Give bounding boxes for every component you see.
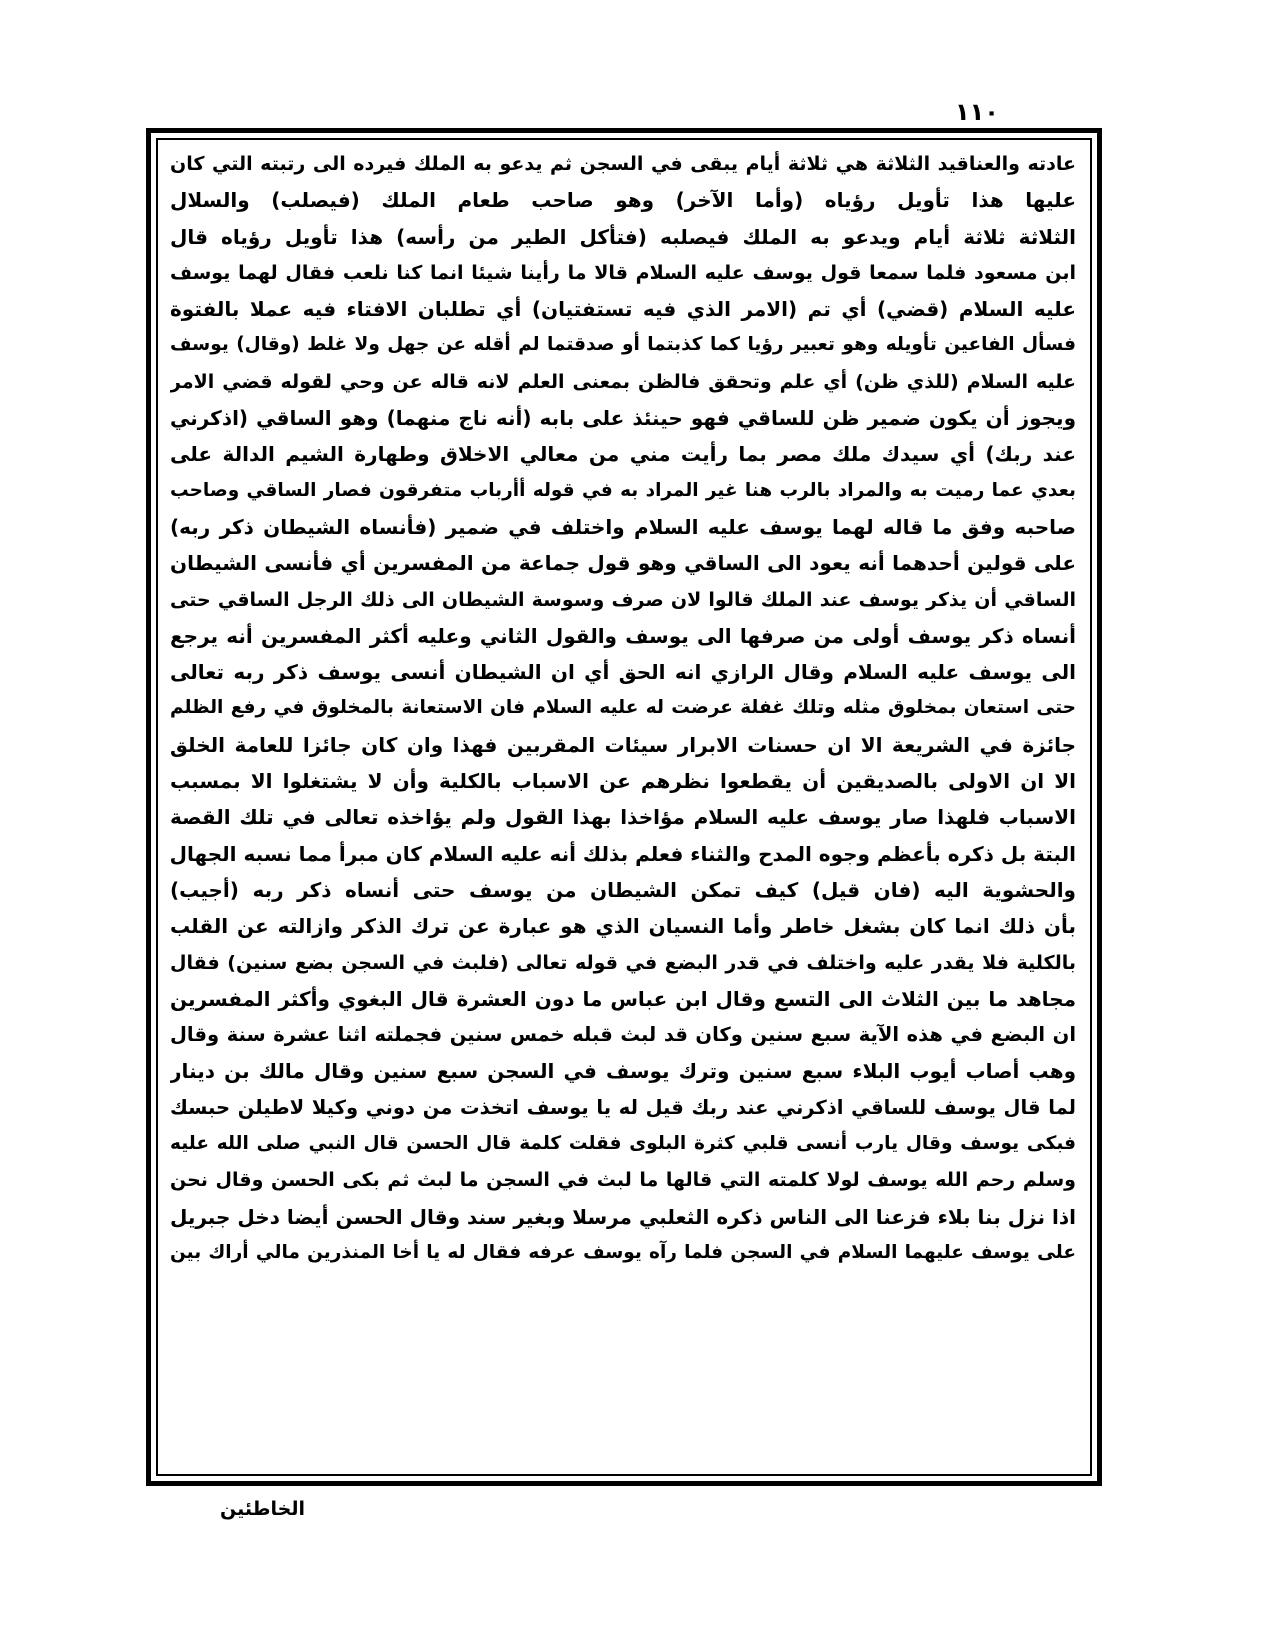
text-line: والحشوية اليه (فان قيل) كيف تمكن الشيطان من يوسف حتى أنساه ذكر ربه (أجيب) bbox=[170, 877, 1076, 902]
text-line: جائزة في الشريعة الا ان حسنات الابرار سيئات المقربين فهذا وان كان جائزا للعامة الخلق bbox=[170, 732, 1076, 757]
text-line: على قولين أحدهما أنه يعود الى الساقي وهو قول جماعة من المفسرين أي فأنسى الشيطان bbox=[170, 551, 1076, 576]
text-line: صاحبه وفق ما قاله لهما يوسف عليه السلام واختلف في ضمير (فأنساه الشيطان ذكر ربه) bbox=[170, 514, 1076, 539]
text-line: مجاهد ما بين الثلاث الى التسع وقال ابن عباس ما دون العشرة قال البغوي وأكثر المفسرين bbox=[170, 986, 1076, 1011]
text-line: لما قال يوسف للساقي اذكرني عند ربك قيل له يا يوسف اتخذت من دوني وكيلا لاطيلن حبسك bbox=[170, 1095, 1076, 1119]
text-line: الا ان الاولى بالصديقين أن يقطعوا نظرهم عن الاسباب بالكلية وأن لا يشتغلوا الا بمسبب bbox=[170, 769, 1076, 794]
text-line: الى يوسف عليه السلام وقال الرازي انه الحق أي ان الشيطان أنسى يوسف ذكر ربه تعالى bbox=[170, 660, 1076, 685]
text-line: وهب أصاب أيوب البلاء سبع سنين وترك يوسف في السجن سبع سنين وقال مالك بن دينار bbox=[170, 1059, 1076, 1084]
text-line: ويجوز أن يكون ضمير ظن للساقي فهو حينئذ على بابه (أنه ناج منهما) وهو الساقي (اذكرني bbox=[170, 406, 1076, 431]
text-line: بأن ذلك انما كان بشغل خاطر وأما النسيان الذي هو عبارة عن ترك الذكر وازالته عن القلب bbox=[170, 914, 1076, 939]
text-line: عند ربك) أي سيدك ملك مصر بما رأيت مني من معالي الاخلاق وطهارة الشيم الدالة على bbox=[170, 442, 1076, 467]
text-line: عليه السلام (قضي) أي تم (الامر الذي فيه تستفتيان) أي تطلبان الافتاء فيه عملا بالفتوة bbox=[170, 297, 1076, 322]
text-line: فبكى يوسف وقال يارب أنسى قلبي كثرة البلوى فقلت كلمة قال الحسن قال النبي صلى الله عليه bbox=[170, 1133, 1076, 1155]
text-line: بالكلية فلا يقدر عليه واختلف في قدر البضع في قوله تعالى (فلبث في السجن بضع سنين) فقال bbox=[170, 951, 1076, 974]
text-line: على يوسف عليهما السلام في السجن فلما رآه يوسف عرفه فقال له يا أخا المنذرين مالي أراك بين bbox=[170, 1241, 1076, 1263]
text-line: ابن مسعود فلما سمعا قول يوسف عليه السلام قالا ما رأينا شيئا انما كنا نلعب فقال لهما يوسف bbox=[170, 261, 1076, 284]
text-line: عادته والعناقيد الثلاثة هي ثلاثة أيام يبقى في السجن ثم يدعو به الملك فيرده الى رتبته التي كان bbox=[170, 153, 1076, 175]
text-block bbox=[170, 146, 1076, 1466]
text-line: ان البضع في هذه الآية سبع سنين وكان قد لبث قبله خمس سنين فجملته اثنا عشرة سنة وقال bbox=[170, 1023, 1076, 1047]
text-line: بعدي عما رميت به والمراد بالرب هنا غير المراد به في قوله أأرباب متفرقون فصار الساقي وصاحب bbox=[170, 479, 1076, 501]
text-line: الثلاثة ثلاثة أيام ويدعو به الملك فيصلبه (فتأكل الطير من رأسه) هذا تأويل رؤياه قال bbox=[170, 224, 1076, 249]
text-line: عليه السلام (للذي ظن) أي علم وتحقق فالظن بمعنى العلم لانه قاله عن وحي لقوله قضي الامر bbox=[170, 370, 1076, 393]
text-line: اذا نزل بنا بلاء فزعنا الى الناس ذكره الثعلبي مرسلا وبغير سند وقال الحسن أيضا دخل جبريل bbox=[170, 1204, 1076, 1229]
text-line: البتة بل ذكره بأعظم وجوه المدح والثناء فعلم بذلك أنه عليه السلام كان مبرأ مما نسبه الجهال bbox=[170, 841, 1076, 866]
catchword: الخاطئين bbox=[220, 1498, 305, 1520]
text-line: حتى استعان بمخلوق مثله وتلك غفلة عرضت له عليه السلام فان الاستعانة بالمخلوق في رفع الظلم bbox=[170, 697, 1076, 719]
text-line: الساقي أن يذكر يوسف عند الملك قالوا لان صرف وسوسة الشيطان الى ذلك الرجل الساقي حتى bbox=[170, 588, 1076, 611]
page-number: ١١٠ bbox=[955, 98, 999, 126]
text-line: أنساه ذكر يوسف أولى من صرفها الى يوسف والقول الثاني وعليه أكثر المفسرين أنه يرجع bbox=[170, 623, 1076, 648]
text-line: فسأل الفاعين تأويله وهو تعبير رؤيا كما كذبتما أو صدقتما لم أقله عن جهل ولا غلط (وقال) يوسف bbox=[170, 334, 1076, 356]
text-line: الاسباب فلهذا صار يوسف عليه السلام مؤاخذا بهذا القول ولم يؤاخذه تعالى في تلك القصة bbox=[170, 805, 1076, 830]
text-line: وسلم رحم الله يوسف لولا كلمته التي قالها ما لبث في السجن ما لبث ثم بكى الحسن وقال نحن bbox=[170, 1169, 1076, 1192]
text-line: عليها هذا تأويل رؤياه (وأما الآخر) وهو صاحب طعام الملك (فيصلب) والسلال bbox=[170, 188, 1076, 213]
